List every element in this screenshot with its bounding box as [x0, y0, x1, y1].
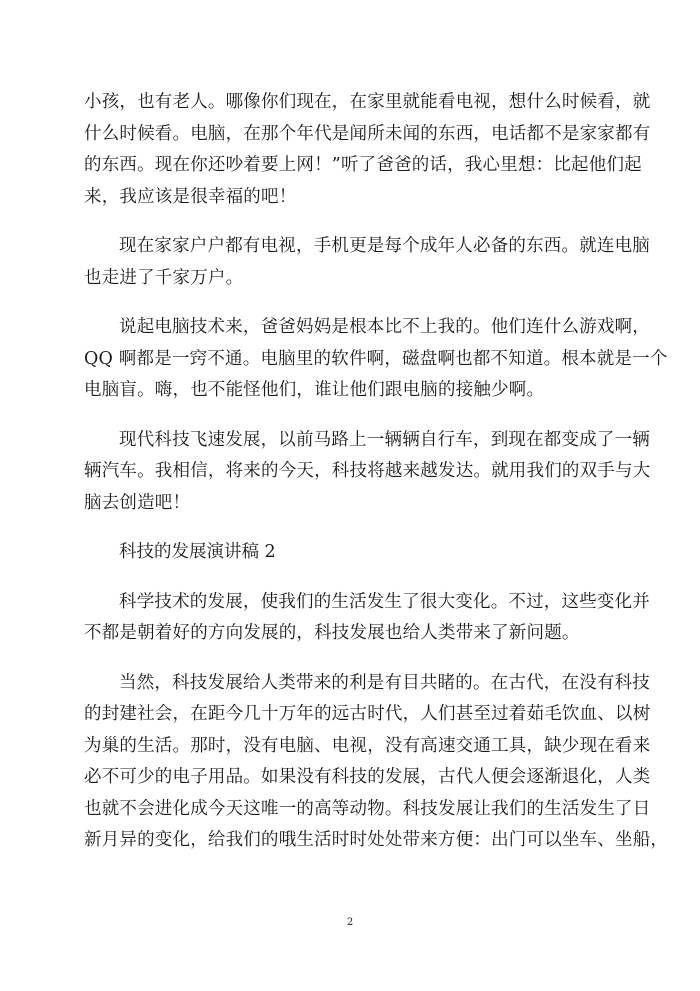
text-line: 现代科技飞速发展，以前马路上一辆辆自行车，到现在都变成了一辆: [119, 429, 650, 450]
text-line: 当然，科技发展给人类带来的利是有目共睹的。在古代，在没有科技: [119, 672, 650, 693]
paragraph-3: [84, 312, 668, 407]
section-heading: 科技的发展演讲稿 2: [119, 542, 276, 562]
text-line: 什么时候看。电脑，在那个年代是闻所未闻的东西，电话都不是家家都有: [84, 123, 651, 144]
document-body: [84, 87, 669, 875]
text-line: 也就不会进化成今天这唯一的高等动物。科技发展让我们的生活发生了日: [84, 798, 651, 819]
text-line: 不都是朝着好的方向发展的，科技发展也给人类带来了新问题。: [84, 623, 580, 643]
page-number: 2: [346, 917, 354, 928]
text-line: 说起电脑技术来，爸爸妈妈是根本比不上我的。他们连什么游戏啊，: [119, 317, 650, 337]
text-line: QQ 啊都是一窍不通。电脑里的软件啊，磁盘啊也都不知道。根本就是一个: [84, 348, 668, 369]
paragraph-2: [84, 231, 650, 294]
paragraph-5: [84, 587, 650, 650]
text-line: 的封建社会，在距今几十万年的远古时代，人们甚至过着茹毛饮血、以树: [84, 704, 651, 724]
text-line: 的东西。现在你还吵着要上网！”听了爸爸的话，我心里想：比起他们起: [84, 155, 642, 175]
text-line: 新月异的变化，给我们的哦生活时时处处带来方便：出门可以坐车、坐船，: [84, 830, 669, 850]
text-line: 科学技术的发展，使我们的生活发生了很大变化。不过，这些变化并: [119, 591, 650, 612]
text-line: 电脑盲。嗨，也不能怪他们，谁让他们跟电脑的接触少啊。: [84, 380, 545, 400]
text-line: 现在家家户户都有电视，手机更是每个成年人必备的东西。就连电脑: [119, 236, 650, 256]
paragraph-4: [84, 425, 651, 520]
paragraph-1: [84, 87, 651, 213]
text-line: 为巢的生活。那时，没有电脑、电视，没有高速交通工具，缺少现在看来: [84, 735, 651, 756]
text-line: 必不可少的电子用品。如果没有科技的发展，古代人便会逐渐退化，人类: [84, 767, 651, 787]
text-line: 来，我应该是很幸福的吧！: [84, 186, 297, 207]
paragraph-6: [84, 668, 669, 857]
text-line: 辆汽车。我相信，将来的今天，科技将越来越发达。就用我们的双手与大: [84, 461, 651, 481]
text-line: 小孩，也有老人。哪像你们现在，在家里就能看电视，想什么时候看，就: [84, 92, 651, 112]
text-line: 也走进了千家万户。: [84, 267, 244, 288]
text-line: 脑去创造吧！: [84, 492, 191, 513]
